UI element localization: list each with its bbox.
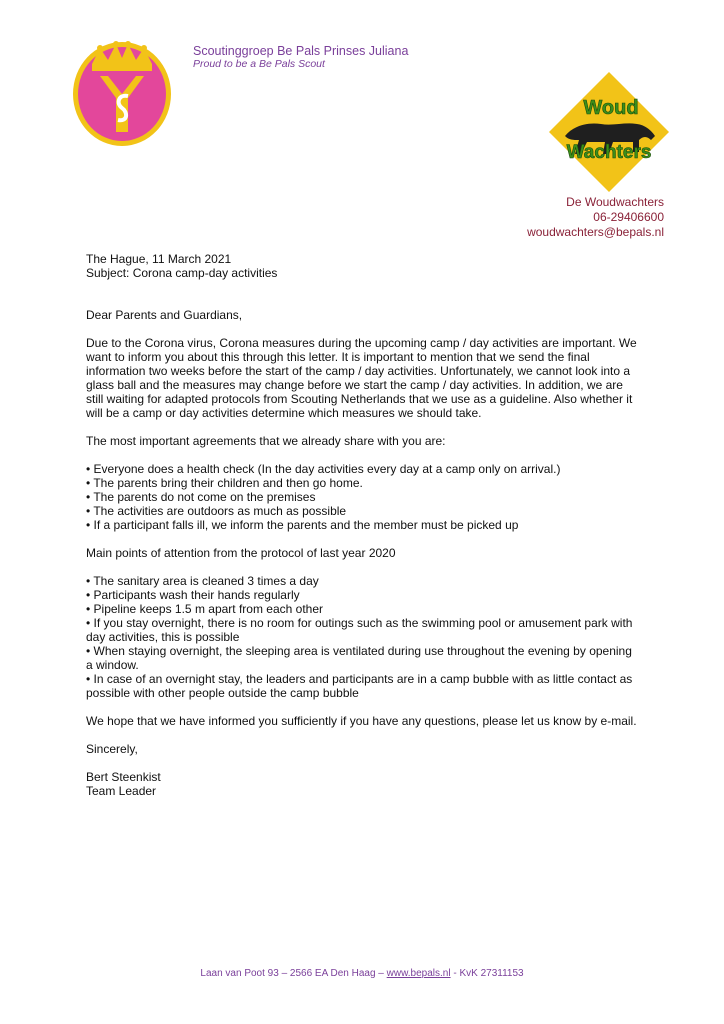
greeting: Dear Parents and Guardians, (86, 308, 243, 322)
subject-line: Subject: Corona camp-day activities (86, 266, 278, 280)
crest-logo (70, 36, 174, 148)
logo-text-wachters: Wachters (566, 142, 652, 163)
woudwachters-logo (547, 70, 671, 194)
intro-paragraph (86, 336, 661, 420)
contact-phone: 06-29406600 (593, 210, 664, 224)
intro-line: will be a camp or day activities determine which measures we should take. (86, 406, 482, 420)
intro-line: information two weeks before the start of the camp / day activities. Unfortunately, we cannot look into a (86, 364, 631, 378)
list-item: a window. (86, 658, 139, 672)
sign-off: Sincerely, (86, 742, 138, 756)
list-item: possible with other people outside the camp bubble (86, 686, 359, 700)
list-item: • When staying overnight, the sleeping area is ventilated during use throughout the evening by opening (86, 644, 632, 658)
list-item: • Everyone does a health check (In the day activities every day at a camp only on arrival.) (86, 462, 561, 476)
intro-line: still waiting for adapted protocols from Scouting Netherlands that we use as a guideline. Also whether it (86, 392, 633, 406)
agreements-heading: The most important agreements that we already share with you are: (86, 434, 446, 448)
closing-line: We hope that we have informed you sufficiently if you have any questions, please let us know by e-mail. (86, 714, 637, 728)
list-item: • The parents do not come on the premises (86, 490, 316, 504)
letter-body (86, 252, 661, 798)
list-item: • If a participant falls ill, we inform the parents and the member must be picked up (86, 518, 519, 532)
signer-name: Bert Steenkist (86, 770, 161, 784)
intro-line: want to inform you about this through this letter. It is important to mention that we send the final (86, 350, 590, 364)
intro-line: Due to the Corona virus, Corona measures during the upcoming camp / day activities are important. We (86, 336, 637, 350)
list-item: • Participants wash their hands regularly (86, 588, 300, 602)
footer-address: Laan van Poot 93 – 2566 EA Den Haag – (200, 968, 387, 979)
contact-email[interactable]: woudwachters@bepals.nl (527, 225, 664, 239)
footer-kvk: - KvK 27311153 (450, 968, 524, 979)
list-item: • The parents bring their children and then go home. (86, 476, 363, 490)
logo-text-woud: Woud (583, 97, 639, 119)
signer-role: Team Leader (86, 784, 157, 798)
contact-name: De Woudwachters (566, 195, 664, 209)
protocol-list (86, 574, 661, 700)
footer-website-link[interactable]: www.bepals.nl (386, 968, 451, 979)
list-item: • The sanitary area is cleaned 3 times a day (86, 574, 319, 588)
org-name: Scoutinggroep Be Pals Prinses Juliana (193, 44, 409, 58)
protocol-heading: Main points of attention from the protocol of last year 2020 (86, 546, 396, 560)
list-item: • In case of an overnight stay, the leaders and participants are in a camp bubble with as little contact as (86, 672, 633, 686)
agreements-list (86, 462, 661, 532)
footer (0, 968, 724, 979)
org-tagline: Proud to be a Be Pals Scout (193, 58, 325, 70)
list-item: • Pipeline keeps 1.5 m apart from each other (86, 602, 323, 616)
list-item: day activities, this is possible (86, 630, 240, 644)
contact-block (527, 195, 664, 240)
intro-line: glass ball and the measures may change before we start the camp / day activities. In addition, we are (86, 378, 623, 392)
list-item: • If you stay overnight, there is no room for outings such as the swimming pool or amusement park with (86, 616, 633, 630)
place-date: The Hague, 11 March 2021 (86, 252, 232, 266)
list-item: • The activities are outdoors as much as possible (86, 504, 347, 518)
